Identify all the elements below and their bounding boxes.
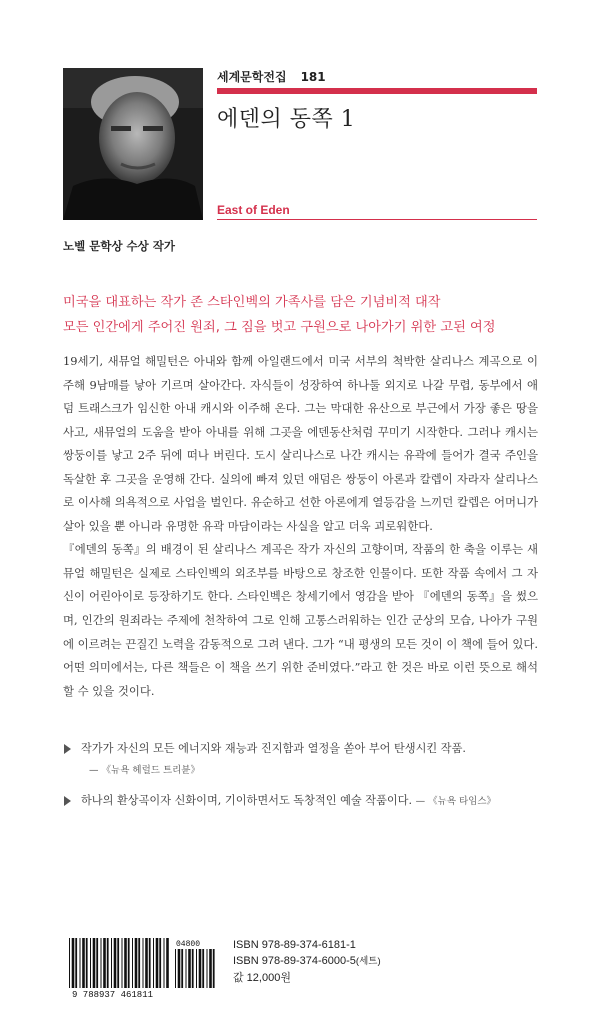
barcode-bar <box>175 949 176 988</box>
barcode-bar <box>186 949 187 988</box>
barcode-bar <box>149 938 151 988</box>
barcode-bar <box>196 949 197 988</box>
barcode <box>63 938 215 998</box>
barcode-addon-bars <box>175 949 215 988</box>
barcode-bar <box>128 938 130 988</box>
author-photo <box>63 68 203 220</box>
barcode-bar <box>181 949 183 988</box>
isbn-line: ISBN 978-89-374-6181-1 <box>233 939 356 951</box>
barcode-bar <box>86 938 88 988</box>
barcode-bar <box>178 949 181 988</box>
series-number: 181 <box>300 70 326 84</box>
english-title-underline <box>217 219 537 220</box>
barcode-bar <box>153 938 154 988</box>
barcode-bar <box>207 949 208 988</box>
barcode-bar <box>124 938 127 988</box>
barcode-bar <box>72 938 75 988</box>
barcode-bar <box>156 938 159 988</box>
barcode-bar <box>143 938 144 988</box>
barcode-bar <box>209 949 212 988</box>
review-quotes <box>63 740 538 808</box>
quote-source: — 《뉴욕 타임스》 <box>415 796 497 807</box>
barcode-bar <box>107 938 109 988</box>
synopsis-paragraph: 19세기, 새뮤얼 해밀턴은 아내와 함께 아일랜드에서 미국 서부의 척박한 살리나스 계곡으로 이주해 9남매를 낳아 기르며 살아간다. 자식들이 성장하여 하나둘 외지로 나갈 무렵, 동부에서 애덤 트래스크가 임신한 아내 캐시와 이주해 온다. 그는 막대한 유산으로 부근에서 가장 좋은 땅을 사고, 새뮤얼의 도움을 받아 아내를 위해 그곳을 에덴동산처럼 꾸미기 시작한다. 그러나 캐시는 쌍둥이를 낳고 2주 뒤에 떠나 버린다. 도시 살리나스로 나간 캐시는 유곽에 들어가 결국 주인을 독살한 후 그곳을 운영해 간다. 실의에 빠져 있던 애덤은 쌍둥이 아론과 칼렙이 자라자 살리나스로 이사해 의욕적으로 사업을 벌인다. 유순하고 선한 아론에게 열등감을 느끼던 칼렙은 어머니가 살아 있을 뿐 아니라 유명한 유곽 마담이라는 사실을 알고 더욱 괴로워한다. <box>63 354 538 533</box>
barcode-bar <box>199 949 202 988</box>
barcode-bar <box>117 938 119 988</box>
barcode-bar <box>75 938 77 988</box>
barcode-bar <box>122 938 123 988</box>
series-name: 세계문학전집 <box>217 70 287 84</box>
price: 값 12,000원 <box>233 972 291 984</box>
barcode-bar <box>69 938 70 988</box>
triangle-bullet-icon <box>64 796 71 806</box>
barcode-digits: 9 788937 461811 <box>72 990 154 998</box>
barcode-bar <box>159 938 161 988</box>
tagline: 미국을 대표하는 작가 존 스타인벡의 가족사를 담은 기념비적 대작 <box>63 295 441 310</box>
barcode-bar <box>103 938 106 988</box>
quote-text: 하나의 환상곡이자 신화이며, 기이하면서도 독창적인 예술 작품이다. <box>81 794 413 807</box>
quote-source: — 《뉴욕 헤럴드 트리뷴》 <box>89 765 200 776</box>
tagline: 모든 인간에게 주어진 원죄, 그 짐을 벗고 구원으로 나아가기 위한 고된 여정 <box>63 320 496 335</box>
barcode-bar <box>213 949 215 988</box>
barcode-bar <box>93 938 96 988</box>
isbn-line: ISBN 978-89-374-6000-5 <box>233 955 356 967</box>
barcode-bar <box>80 938 81 988</box>
barcode-bar <box>138 938 140 988</box>
barcode-bar <box>145 938 148 988</box>
book-title: 에덴의 동쪽 1 <box>217 107 356 132</box>
barcode-bars <box>69 938 169 988</box>
synopsis <box>63 350 538 703</box>
english-title: East of Eden <box>217 203 290 217</box>
title-divider-bar <box>217 88 537 94</box>
barcode-addon-digits: 04800 <box>176 940 201 949</box>
barcode-bar <box>166 938 169 988</box>
quote-text: 작가가 자신의 모든 에너지와 재능과 진지함과 열정을 쏟아 부어 탄생시킨 작품. <box>81 742 466 755</box>
barcode-bar <box>90 938 91 988</box>
review-quote <box>63 792 538 808</box>
synopsis-paragraph: 『에덴의 동쪽』의 배경이 된 살리나스 계곡은 작가 자신의 고향이며, 작품의 한 축을 이루는 새뮤얼 해밀턴은 실제로 스타인벡의 외조부를 바탕으로 창조한 인물이다. 또한 작품 속에서 그 자신이 어린아이로 등장하기도 한다. 스타인벡은 창세기에서 영감을 받아 『에덴의 동쪽』을 썼으며, 인간의 원죄라는 주제에 천착하여 그로 인해 고통스러워하는 인간 군상의 모습, 나아가 구원에 이르려는 끈질긴 노력을 감동적으로 그려 낸다. 그가 “내 평생의 모든 것이 이 책에 들어 있다. 어떤 의미에서는, 다른 책들은 이 책을 쓰기 위한 준비였다.”라고 한 것은 바로 이런 뜻으로 해석할 수 있을 것이다. <box>63 542 538 698</box>
isbn-info <box>233 937 381 986</box>
award-label: 노벨 문학상 수상 작가 <box>63 239 175 253</box>
series-label <box>217 68 537 84</box>
barcode-bar <box>164 938 165 988</box>
isbn-set-label: (세트) <box>355 956 381 967</box>
isbn-line-set <box>233 953 381 970</box>
review-quote <box>63 740 538 776</box>
triangle-bullet-icon <box>64 744 71 754</box>
barcode-bar <box>96 938 98 988</box>
barcode-bar <box>135 938 138 988</box>
barcode-bar <box>111 938 112 988</box>
barcode-bar <box>202 949 204 988</box>
barcode-bar <box>101 938 102 988</box>
barcode-bar <box>132 938 133 988</box>
barcode-bar <box>114 938 117 988</box>
barcode-bar <box>82 938 85 988</box>
barcode-bar <box>192 949 194 988</box>
barcode-bar <box>188 949 191 988</box>
